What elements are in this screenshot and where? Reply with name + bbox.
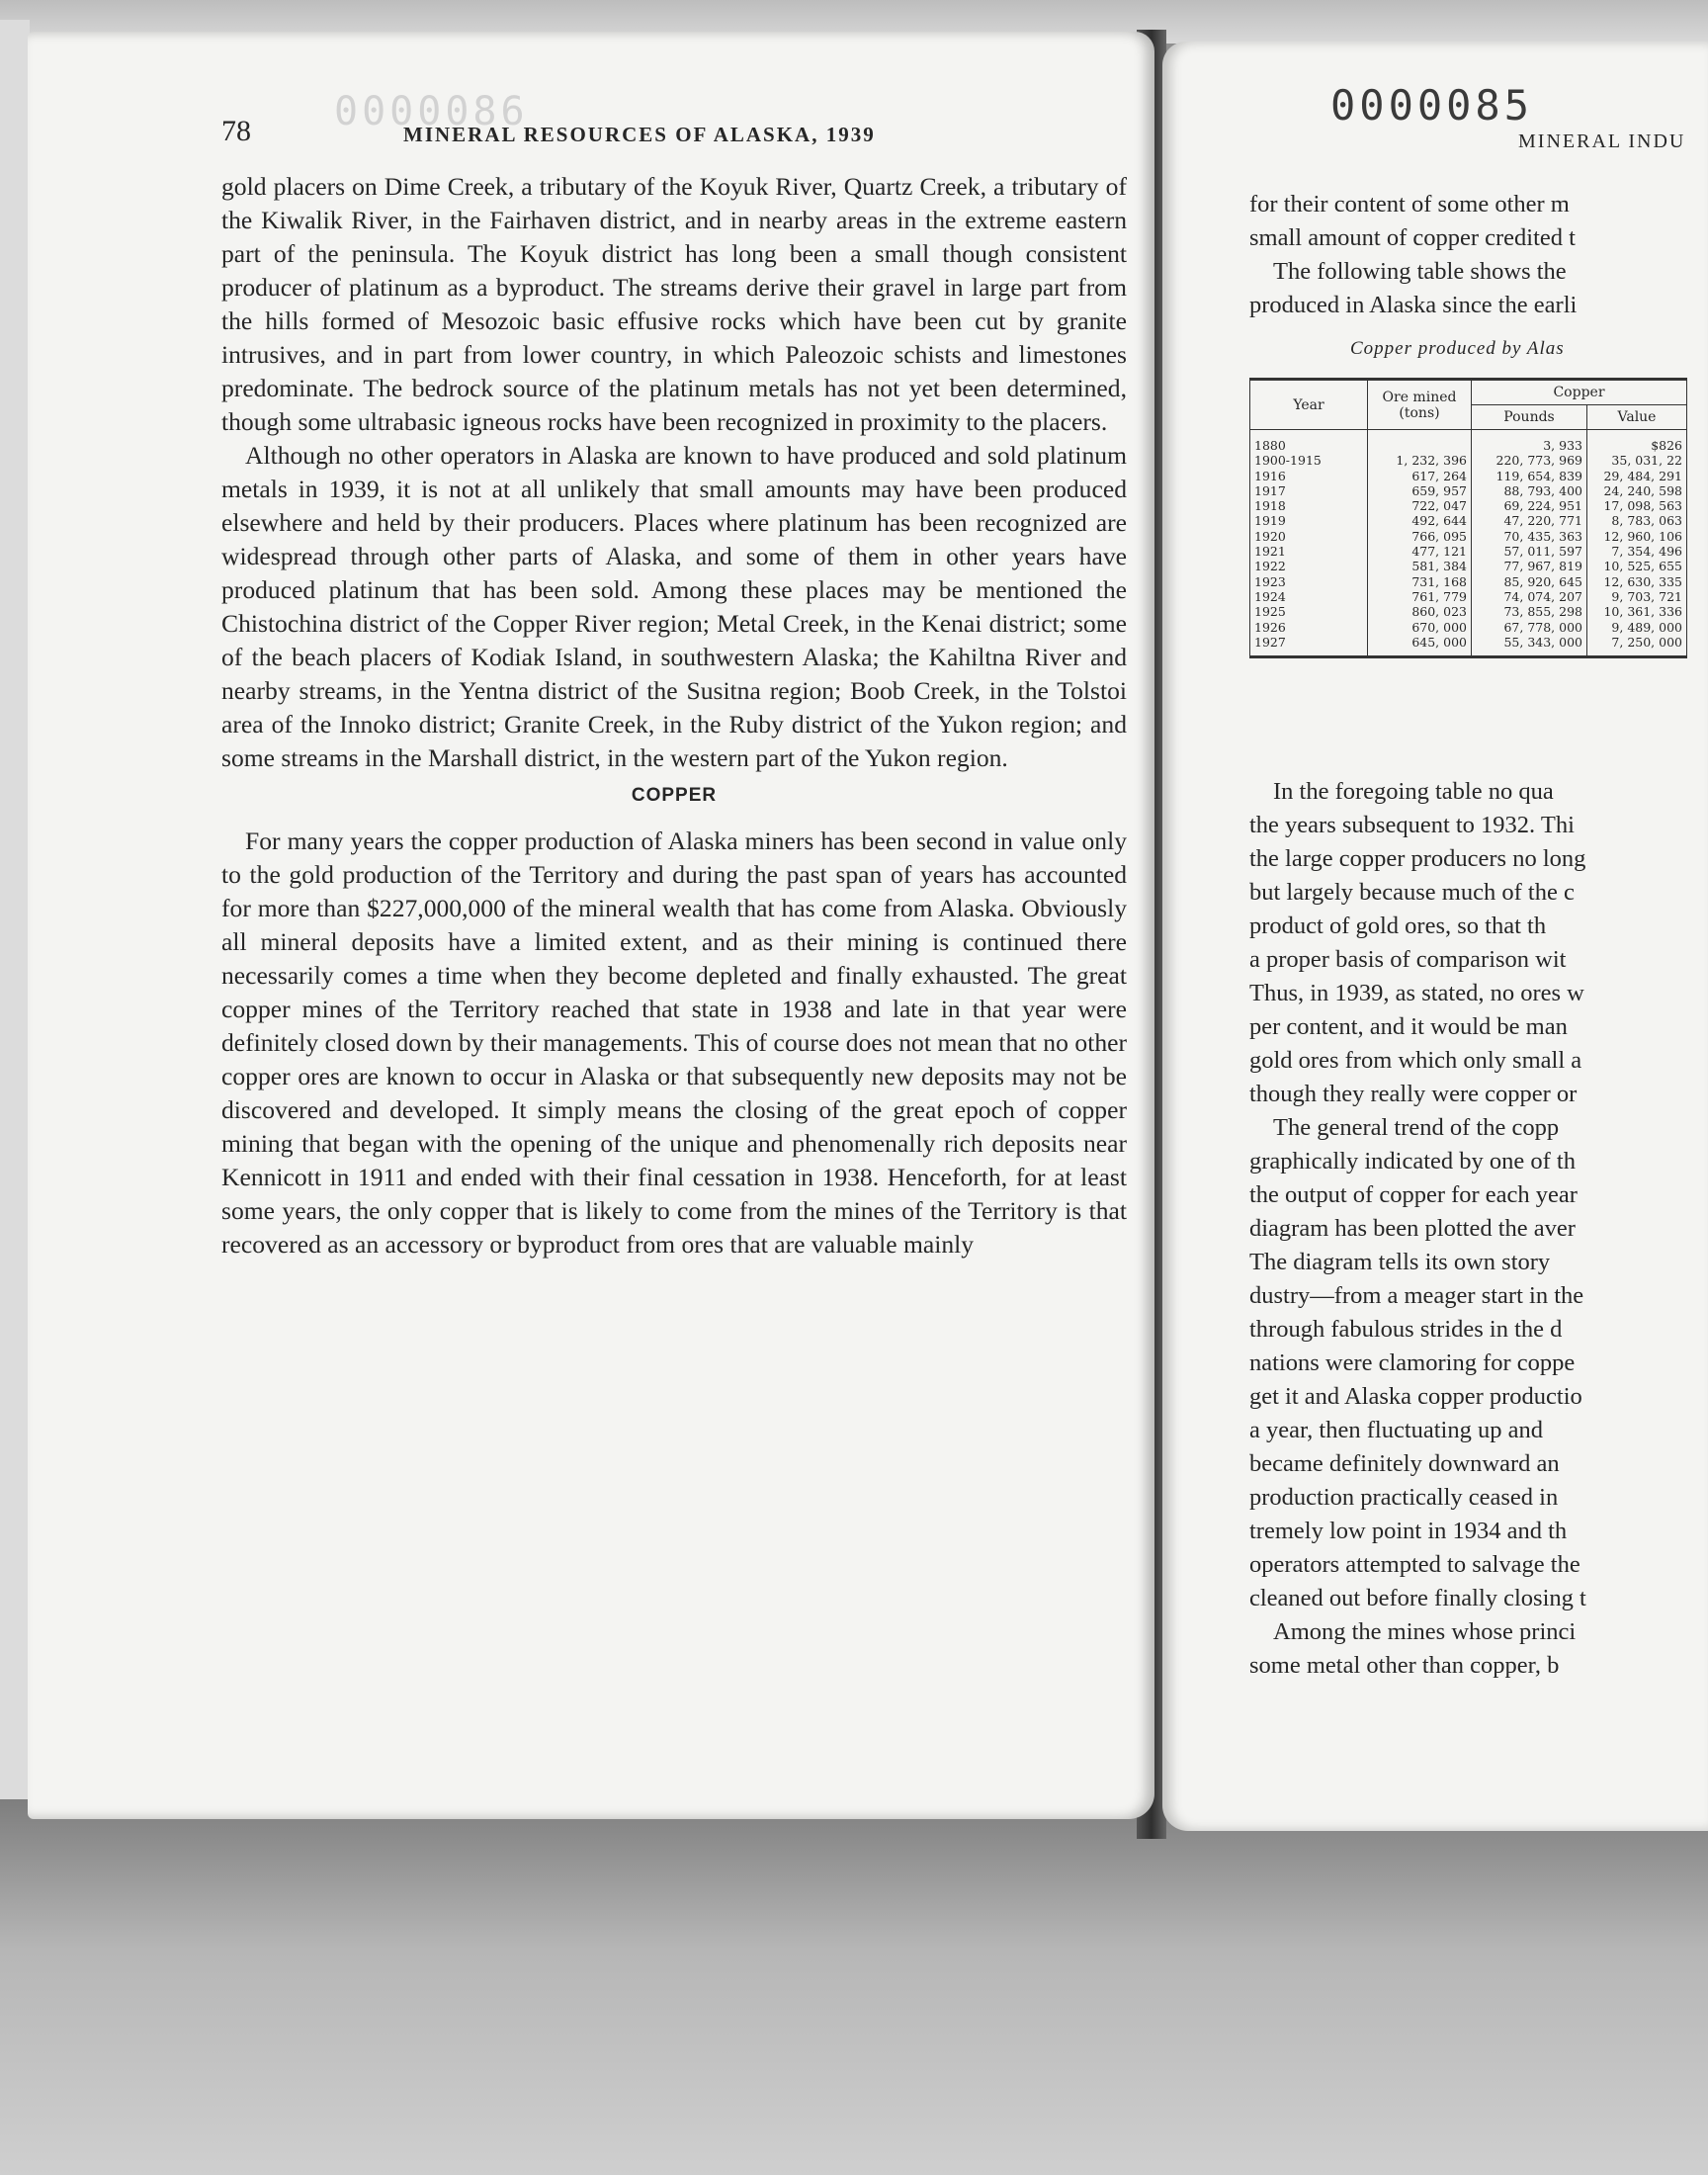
table-row bbox=[1250, 544, 1687, 559]
cell-year: 1918 bbox=[1250, 498, 1368, 513]
text-line: produced in Alaska since the earli bbox=[1249, 292, 1578, 318]
header-year: Year bbox=[1250, 380, 1368, 430]
cell-year: 1926 bbox=[1250, 620, 1368, 635]
text-line: graphically indicated by one of th bbox=[1249, 1148, 1576, 1174]
cell-ore: 860, 023 bbox=[1368, 604, 1472, 619]
paragraph-platinum-other-places: Although no other operators in Alaska are known to have produced and sold platinum metals in 1939, it is not at all unlikely that small amounts may have been produced elsewhere and held by their producers. Places where platinum has been recognized are widespread through other parts of Alaska, and some of them in other years have produced platinum that has been sold. Among these places may be mentioned the Chistochina district of the Copper River region; Metal Creek, in the Kenai district; some of the beach placers of Kodiak Island, in southwestern Alaska; the Kahiltna River and nearby streams, in the Yentna district of the Susitna region; Boob Creek, in the Tolstoi area of the Innoko district; Granite Creek, in the Ruby district of the Yukon region; and some streams in the Marshall district, in the western part of the Yukon region. bbox=[221, 441, 1127, 772]
text-line: operators attempted to salvage the bbox=[1249, 1551, 1580, 1578]
right-bottom-text bbox=[1249, 775, 1708, 1683]
cell-ore: 617, 264 bbox=[1368, 469, 1472, 483]
cell-pounds: 119, 654, 839 bbox=[1472, 469, 1587, 483]
cell-year: 1916 bbox=[1250, 469, 1368, 483]
cell-pounds: 70, 435, 363 bbox=[1472, 529, 1587, 544]
paragraph-platinum-placers: gold placers on Dime Creek, a tributary of the Koyuk River, Quartz Creek, a tributary of the Kiwalik River, in the Fairhaven district, and in nearby areas in the extreme eastern part of the peninsula. The Koyuk district has long been a small though consistent producer of platinum as a byproduct. The streams derive their gravel in large part from the hills formed of Mesozoic basic effusive rocks which have been cut by granite intrusives, and in part from lower country, in which Paleozoic schists and limestones predominate. The bedrock source of the platinum metals has not yet been determined, though some ultrabasic igneous rocks have been recognized in proximity to the placers. bbox=[221, 172, 1127, 436]
header-value: Value bbox=[1587, 405, 1687, 430]
cell-year: 1927 bbox=[1250, 635, 1368, 657]
cell-ore: 659, 957 bbox=[1368, 483, 1472, 498]
cell-ore: 670, 000 bbox=[1368, 620, 1472, 635]
cell-ore: 645, 000 bbox=[1368, 635, 1472, 657]
cell-value: 9, 703, 721 bbox=[1587, 589, 1687, 604]
left-page-body bbox=[221, 170, 1127, 1262]
text-line: In the foregoing table no qua bbox=[1273, 778, 1554, 805]
text-line: the large copper producers no long bbox=[1249, 845, 1586, 872]
cell-value: 12, 960, 106 bbox=[1587, 529, 1687, 544]
right-page bbox=[1162, 42, 1708, 1831]
cell-year: 1922 bbox=[1250, 559, 1368, 573]
scan-left-edge bbox=[0, 20, 30, 1819]
cell-pounds: 69, 224, 951 bbox=[1472, 498, 1587, 513]
text-line: the output of copper for each year bbox=[1249, 1181, 1578, 1208]
table-row bbox=[1250, 453, 1687, 468]
header-ore-mined: Ore mined (tons) bbox=[1368, 380, 1472, 430]
text-line: but largely because much of the c bbox=[1249, 879, 1575, 906]
cell-ore: 492, 644 bbox=[1368, 513, 1472, 528]
cell-year: 1923 bbox=[1250, 574, 1368, 589]
table-row bbox=[1250, 559, 1687, 573]
cell-pounds: 3, 933 bbox=[1472, 430, 1587, 454]
cell-year: 1900-1915 bbox=[1250, 453, 1368, 468]
right-running-head: MINERAL INDU bbox=[1518, 130, 1686, 152]
text-line: The general trend of the copp bbox=[1273, 1114, 1560, 1141]
cell-value: 12, 630, 335 bbox=[1587, 574, 1687, 589]
table-row bbox=[1250, 483, 1687, 498]
text-line: a proper basis of comparison wit bbox=[1249, 946, 1567, 973]
cell-pounds: 47, 220, 771 bbox=[1472, 513, 1587, 528]
cell-value: 29, 484, 291 bbox=[1587, 469, 1687, 483]
text-line: tremely low point in 1934 and th bbox=[1249, 1518, 1568, 1544]
cell-pounds: 57, 011, 597 bbox=[1472, 544, 1587, 559]
cell-year: 1924 bbox=[1250, 589, 1368, 604]
cell-year: 1880 bbox=[1250, 430, 1368, 454]
text-line: The diagram tells its own story bbox=[1249, 1249, 1551, 1275]
text-line: some metal other than copper, b bbox=[1249, 1652, 1560, 1679]
table-row bbox=[1250, 574, 1687, 589]
cell-pounds: 85, 920, 645 bbox=[1472, 574, 1587, 589]
text-line: get it and Alaska copper productio bbox=[1249, 1383, 1582, 1410]
right-top-text bbox=[1249, 188, 1708, 322]
table-row bbox=[1250, 513, 1687, 528]
text-line: diagram has been plotted the aver bbox=[1249, 1215, 1576, 1242]
text-line: The following table shows the bbox=[1273, 258, 1567, 285]
cell-ore: 766, 095 bbox=[1368, 529, 1472, 544]
paragraph-copper: For many years the copper production of Alaska miners has been second in value only to the gold production of the Territory and during the past span of years has accounted for more than $227,000,000 of the mineral wealth that has come from Alaska. Obviously all mineral deposits have a limited extent, and as their mining is continued there necessarily comes a time when they become depleted and finally exhausted. The great copper mines of the Territory reached that state in 1938 and late in that year were definitely closed down by their managements. This of course does not mean that no other copper ores are known to occur in Alaska or that subsequently new deposits may not be discovered and developed. It simply means the closing of the great epoch of copper mining that began with the opening of the unique and phenomenally rich deposits near Kennicott in 1911 and ended with their final cessation in 1938. Henceforth, for at least some years, the only copper that is likely to come from the mines of the Territory is that recovered as an accessory or byproduct from ores that are valuable mainly bbox=[221, 826, 1127, 1259]
cell-pounds: 55, 343, 000 bbox=[1472, 635, 1587, 657]
scan-bottom-area bbox=[0, 1799, 1708, 2175]
cell-value: 10, 361, 336 bbox=[1587, 604, 1687, 619]
table-row bbox=[1250, 589, 1687, 604]
cell-ore: 1, 232, 396 bbox=[1368, 453, 1472, 468]
text-line: nations were clamoring for coppe bbox=[1249, 1349, 1576, 1376]
left-page bbox=[28, 32, 1154, 1819]
cell-value: 7, 354, 496 bbox=[1587, 544, 1687, 559]
text-line: Thus, in 1939, as stated, no ores w bbox=[1249, 980, 1584, 1006]
cell-ore bbox=[1368, 430, 1472, 454]
text-line: dustry—from a meager start in the bbox=[1249, 1282, 1584, 1309]
cell-ore: 581, 384 bbox=[1368, 559, 1472, 573]
text-line: cleaned out before finally closing t bbox=[1249, 1585, 1586, 1611]
cell-year: 1925 bbox=[1250, 604, 1368, 619]
copper-production-table bbox=[1249, 378, 1687, 658]
cell-pounds: 77, 967, 819 bbox=[1472, 559, 1587, 573]
cell-value: 24, 240, 598 bbox=[1587, 483, 1687, 498]
cell-pounds: 74, 074, 207 bbox=[1472, 589, 1587, 604]
text-line: a year, then fluctuating up and bbox=[1249, 1417, 1543, 1443]
table-caption: Copper produced by Alas bbox=[1350, 338, 1565, 359]
cell-value: 7, 250, 000 bbox=[1587, 635, 1687, 657]
cell-ore: 722, 047 bbox=[1368, 498, 1472, 513]
text-line: small amount of copper credited t bbox=[1249, 224, 1576, 251]
cell-pounds: 88, 793, 400 bbox=[1472, 483, 1587, 498]
section-heading-copper: COPPER bbox=[631, 785, 718, 806]
text-line: production practically ceased in bbox=[1249, 1484, 1559, 1511]
table-row bbox=[1250, 604, 1687, 619]
running-head: MINERAL RESOURCES OF ALASKA, 1939 bbox=[403, 123, 876, 146]
cell-pounds: 67, 778, 000 bbox=[1472, 620, 1587, 635]
page-stamp-number: 0000085 bbox=[1330, 81, 1534, 130]
cell-value: 9, 489, 000 bbox=[1587, 620, 1687, 635]
header-pounds: Pounds bbox=[1472, 405, 1587, 430]
cell-ore: 731, 168 bbox=[1368, 574, 1472, 589]
table-row bbox=[1250, 635, 1687, 657]
cell-value: 17, 098, 563 bbox=[1587, 498, 1687, 513]
table-row bbox=[1250, 620, 1687, 635]
cell-ore: 761, 779 bbox=[1368, 589, 1472, 604]
table-row bbox=[1250, 529, 1687, 544]
page-number: 78 bbox=[221, 115, 251, 147]
cell-value: $826 bbox=[1587, 430, 1687, 454]
cell-pounds: 73, 855, 298 bbox=[1472, 604, 1587, 619]
text-line: through fabulous strides in the d bbox=[1249, 1316, 1563, 1343]
cell-value: 35, 031, 22 bbox=[1587, 453, 1687, 468]
text-line: per content, and it would be man bbox=[1249, 1013, 1568, 1040]
table-row bbox=[1250, 469, 1687, 483]
text-line: product of gold ores, so that th bbox=[1249, 913, 1547, 939]
text-line: gold ores from which only small a bbox=[1249, 1047, 1582, 1074]
cell-pounds: 220, 773, 969 bbox=[1472, 453, 1587, 468]
text-line: for their content of some other m bbox=[1249, 191, 1570, 218]
text-line: Among the mines whose princi bbox=[1273, 1618, 1577, 1645]
cell-year: 1919 bbox=[1250, 513, 1368, 528]
table-row bbox=[1250, 498, 1687, 513]
cell-year: 1920 bbox=[1250, 529, 1368, 544]
cell-year: 1921 bbox=[1250, 544, 1368, 559]
text-line: though they really were copper or bbox=[1249, 1081, 1578, 1107]
cell-value: 8, 783, 063 bbox=[1587, 513, 1687, 528]
cell-year: 1917 bbox=[1250, 483, 1368, 498]
header-copper: Copper bbox=[1472, 380, 1687, 405]
cell-value: 10, 525, 655 bbox=[1587, 559, 1687, 573]
table-row bbox=[1250, 430, 1687, 454]
text-line: the years subsequent to 1932. Thi bbox=[1249, 812, 1575, 838]
text-line: became definitely downward an bbox=[1249, 1450, 1560, 1477]
cell-ore: 477, 121 bbox=[1368, 544, 1472, 559]
ghost-stamp-number: 0000086 bbox=[334, 89, 529, 134]
